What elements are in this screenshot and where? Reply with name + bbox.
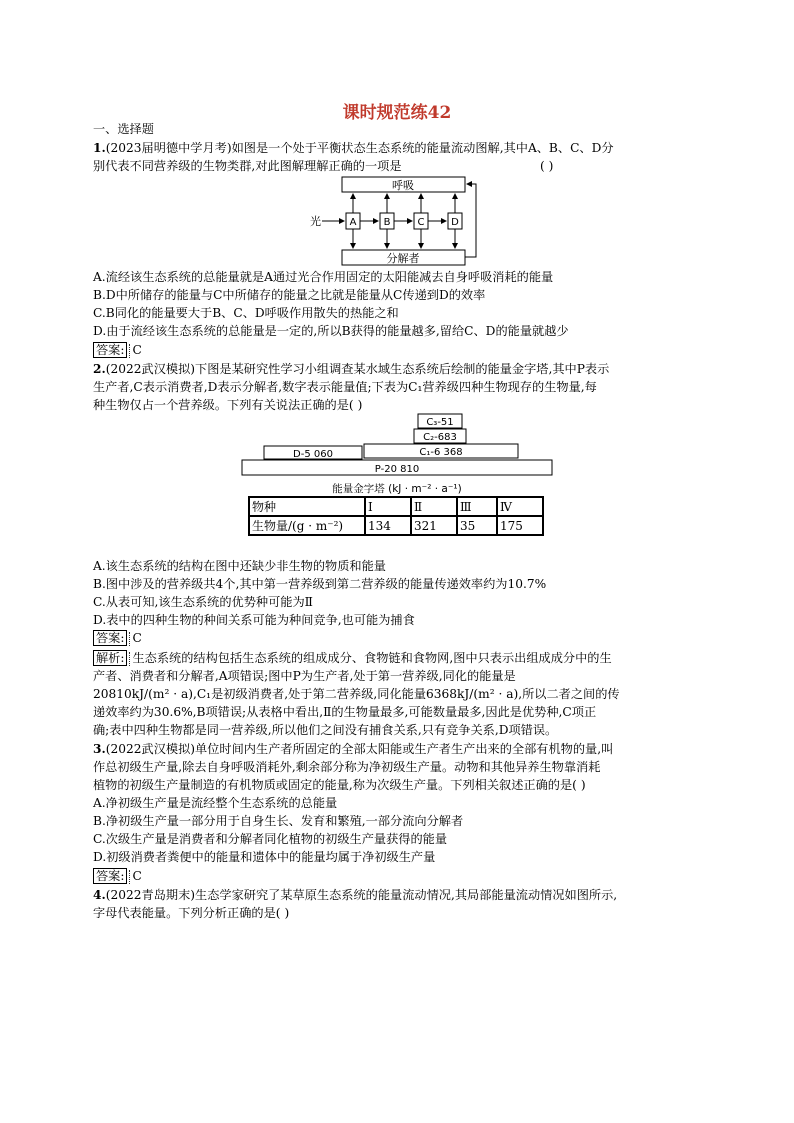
q2-number: 2. (93, 362, 106, 376)
q2-text-1: (2022武汉模拟)下图是某研究性学习小组调查某水域生态系统后绘制的能量金字塔,其中P表示 (105, 362, 610, 376)
q1-answer (93, 342, 142, 358)
q2-line1 (93, 360, 609, 378)
q3-text-1: (2022武汉模拟)单位时间内生产者所固定的全部太阳能或生产者生产出来的全部有机物的量,叫 (105, 742, 614, 756)
table-cell: 35 (457, 516, 497, 535)
answer-label: 答案: (93, 630, 127, 646)
q2-biomass-table (248, 496, 544, 536)
table-row (249, 497, 543, 516)
q2-answer-value: C (132, 631, 142, 645)
q2-option-c: C.从表可知,该生态系统的优势种可能为Ⅱ (93, 595, 313, 609)
q3-answer (93, 868, 142, 884)
q2-option-a: A.该生态系统的结构在图中还缺少非生物的物质和能量 (93, 559, 386, 573)
q2-line3: 种生物仅占一个营养级。下列有关说法正确的是( ) (93, 398, 363, 412)
q3-option-a: A.净初级生产量是流经整个生态系统的总能量 (93, 796, 338, 810)
q1-option-b: B.D中所储存的能量与C中所储存的能量之比就是能量从C传递到D的效率 (93, 288, 486, 302)
table-cell: Ⅰ (365, 497, 411, 516)
pyramid-c2-label: C₂-683 (423, 432, 457, 443)
table-cell: Ⅱ (411, 497, 457, 516)
q1-option-d: D.由于流经该生态系统的总能量是一定的,所以B获得的能量越多,留给C、D的能量就越少 (93, 324, 569, 338)
q4-line1 (93, 886, 617, 904)
q2-energy-pyramid (240, 412, 556, 496)
answer-label: 答案: (93, 342, 127, 358)
node-c-label: C (417, 217, 425, 228)
q2-analysis-line4: 递效率约为30.6%,B项错误;从表格中看出,Ⅱ的生物量最多,可能数量最多,因此是优势种,C项正 (93, 705, 597, 719)
q1-answer-value: C (132, 343, 142, 357)
pyramid-d-label: D-5 060 (293, 449, 333, 460)
pyramid-p-label: P-20 810 (374, 464, 420, 475)
table-cell: 生物量/(g · m⁻²) (249, 516, 365, 535)
table-cell: Ⅲ (457, 497, 497, 516)
light-label: 光 (310, 215, 321, 228)
q1-line2 (93, 157, 402, 175)
pyramid-caption: 能量金字塔 (kJ · m⁻² · a⁻¹) (332, 483, 462, 495)
q1-option-a: A.流经该生态系统的总能量就是A通过光合作用固定的太阳能减去自身呼吸消耗的能量 (93, 270, 554, 284)
q3-option-d: D.初级消费者粪便中的能量和遗体中的能量均属于净初级生产量 (93, 850, 436, 864)
q1-answer-paren: ( ) (540, 159, 554, 173)
table-cell: 134 (365, 516, 411, 535)
node-d-label: D (451, 217, 459, 228)
node-a-label: A (349, 217, 357, 228)
q2-analysis-text-1: 生态系统的结构包括生态系统的组成成分、食物链和食物网,图中只表示出组成成分中的生 (132, 651, 612, 665)
q2-option-b: B.图中涉及的营养级共4个,其中第一营养级到第二营养级的能量传递效率约为10.7% (93, 577, 547, 591)
table-row (249, 516, 543, 535)
q2-line2: 生产者,C表示消费者,D表示分解者,数字表示能量值;下表为C₁营养级四种生物现存的生物量,每 (93, 380, 597, 394)
table-cell: Ⅳ (497, 497, 543, 516)
section-heading: 一、选择题 (93, 122, 154, 136)
page-title: 课时规范练42 (342, 103, 452, 123)
q2-answer (93, 630, 142, 646)
q2-option-d: D.表中的四种生物的种间关系可能为种间竞争,也可能为捕食 (93, 613, 415, 627)
answer-label: 答案: (93, 868, 127, 884)
q3-number: 3. (93, 742, 106, 756)
q3-option-b: B.净初级生产量一部分用于自身生长、发育和繁殖,一部分流向分解者 (93, 814, 464, 828)
q3-line1 (93, 740, 613, 758)
q3-answer-value: C (132, 869, 142, 883)
q1-option-c: C.B同化的能量要大于B、C、D呼吸作用散失的热能之和 (93, 306, 399, 320)
q1-text-1: (2023届明德中学月考)如图是一个处于平衡状态生态系统的能量流动图解,其中A、B、C、D分 (105, 141, 614, 155)
table-cell: 物种 (249, 497, 365, 516)
analysis-label: 解析: (93, 650, 127, 666)
q3-line2: 作总初级生产量,除去自身呼吸消耗外,剩余部分称为净初级生产量。动物和其他异养生物靠消耗 (93, 760, 601, 774)
q2-analysis-line1 (93, 650, 612, 666)
q2-analysis-line3: 20810kJ/(m² · a),C₁是初级消费者,处于第二营养级,同化能量6368kJ/(m² · a),所以二者之间的传 (93, 687, 620, 701)
q4-number: 4. (93, 888, 106, 902)
q2-analysis-line5: 确;表中四种生物都是同一营养级,所以他们之间没有捕食关系,只有竞争关系,D项错误。 (93, 723, 558, 737)
q2-analysis-line2: 产者、消费者和分解者,A项错误;图中P为生产者,处于第一营养级,同化的能量是 (93, 669, 516, 683)
table-cell: 175 (497, 516, 543, 535)
q3-line3: 植物的初级生产量制造的有机物质或固定的能量,称为次级生产量。下列相关叙述正确的是( ) (93, 778, 586, 792)
q1-line1 (93, 139, 614, 157)
q1-text-2: 别代表不同营养级的生物类群,对此图解理解正确的一项是 (93, 159, 402, 173)
q1-number: 1. (93, 141, 106, 155)
respiration-label: 呼吸 (392, 179, 414, 192)
q1-energy-flow-diagram (300, 174, 480, 266)
q3-option-c: C.次级生产量是消费者和分解者同化植物的初级生产量获得的能量 (93, 832, 448, 846)
table-cell: 321 (411, 516, 457, 535)
pyramid-c1-label: C₁-6 368 (419, 447, 463, 458)
node-b-label: B (383, 217, 391, 228)
pyramid-c3-label: C₃-51 (426, 417, 454, 428)
q4-line2: 字母代表能量。下列分析正确的是( ) (93, 906, 290, 920)
decomposer-label: 分解者 (386, 252, 420, 265)
q4-text-1: (2022青岛期末)生态学家研究了某草原生态系统的能量流动情况,其局部能量流动情况如图所示, (105, 888, 618, 902)
